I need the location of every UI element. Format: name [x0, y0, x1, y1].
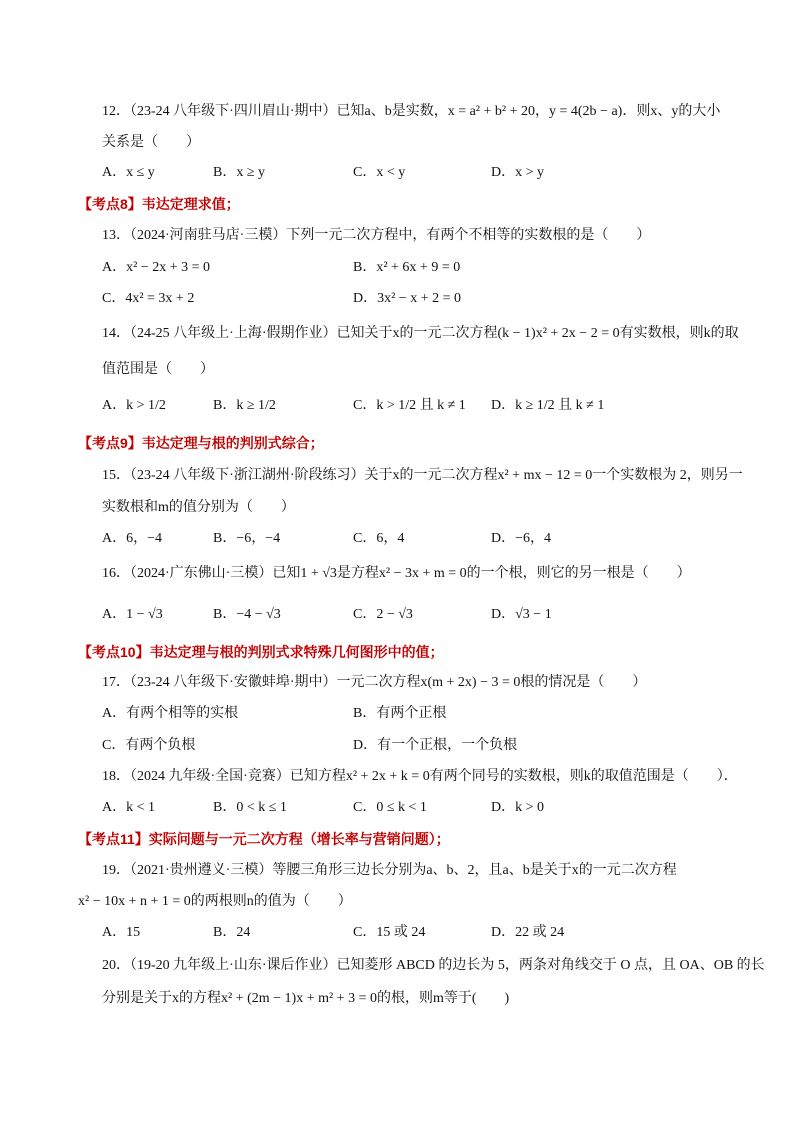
question-15-line-2: 实数根和m的值分别为（ ） [102, 500, 295, 515]
q16-option-c: C．2 − √3 [353, 607, 413, 622]
q13-option-d: D．3x² − x + 2 = 0 [353, 291, 461, 306]
question-18-line-1: 18．（2024 九年级·全国·竞赛）已知方程x² + 2x + k = 0有两个同号的实数根，则k的取值范围是（ ）． [102, 769, 738, 784]
question-15-line-1: 15．（23-24 八年级下·浙江湖州·阶段练习）关于x的一元二次方程x² + mx − 12 = 0一个实数根为 2，则另一 [102, 468, 743, 483]
q15-option-c: C．6，4 [353, 531, 405, 546]
q16-option-b: B．−4 − √3 [213, 607, 281, 622]
section-heading-kaodian-10: 【考点10】韦达定理与根的判别式求特殊几何图形中的值； [78, 644, 444, 660]
q18-option-a: A．k < 1 [102, 800, 156, 815]
question-14-line-1: 14．（24-25 八年级上·上海·假期作业）已知关于x的一元二次方程(k − 1)x² + 2x − 2 = 0有实数根，则k的取 [102, 326, 739, 341]
question-12-line-1: 12．（23-24 八年级下·四川眉山·期中）已知a、b是实数，x = a² + b² + 20，y = 4(2b − a)．则x、y的大小 [102, 104, 721, 119]
question-19-line-1: 19．（2021·贵州遵义·三模）等腰三角形三边长分别为a、b、2，且a、b是关于x的一元二次方程 [102, 863, 677, 878]
q12-option-b: B．x ≥ y [213, 165, 266, 180]
question-16-line-1: 16．（2024·广东佛山·三模）已知1 + √3是方程x² − 3x + m = 0的一个根，则它的另一根是（ ） [102, 566, 691, 581]
q16-option-a: A．1 − √3 [102, 607, 163, 622]
q15-option-d: D．−6，4 [491, 531, 552, 546]
question-14-line-2: 值范围是（ ） [102, 362, 214, 377]
q13-option-b: B．x² + 6x + 9 = 0 [353, 260, 461, 275]
q15-option-b: B．−6，−4 [213, 531, 281, 546]
q14-option-c: C．k > 1/2 且 k ≠ 1 [353, 398, 466, 413]
q19-option-a: A．15 [102, 925, 141, 940]
q17-option-a: A．有两个相等的实根 [102, 706, 239, 721]
q14-option-d: D．k ≥ 1/2 且 k ≠ 1 [491, 398, 605, 413]
section-heading-kaodian-9: 【考点9】韦达定理与根的判别式综合； [78, 435, 324, 451]
q15-option-a: A．6，−4 [102, 531, 163, 546]
q18-option-d: D．k > 0 [491, 800, 545, 815]
question-19-line-2: x² − 10x + n + 1 = 0的两根则n的值为（ ） [78, 894, 352, 909]
q12-option-d: D．x > y [491, 165, 545, 180]
q19-option-c: C．15 或 24 [353, 925, 426, 940]
q14-option-b: B．k ≥ 1/2 [213, 398, 276, 413]
question-20-line-2: 分别是关于x的方程x² + (2m − 1)x + m² + 3 = 0的根，则m等于( ) [102, 991, 510, 1006]
section-heading-kaodian-11: 【考点11】实际问题与一元二次方程（增长率与营销问题）； [78, 831, 450, 847]
q13-option-a: A．x² − 2x + 3 = 0 [102, 260, 210, 275]
q12-option-c: C．x < y [353, 165, 406, 180]
q17-option-c: C．有两个负根 [102, 738, 196, 753]
question-13-line-1: 13．（2024·河南驻马店·三模）下列一元二次方程中，有两个不相等的实数根的是（ ） [102, 228, 651, 243]
section-heading-kaodian-8: 【考点8】韦达定理求值； [78, 196, 240, 212]
question-20-line-1: 20．（19-20 九年级上·山东·课后作业）已知菱形 ABCD 的边长为 5，两条对角线交于 O 点，且 OA、OB 的长 [102, 958, 765, 973]
q19-option-b: B．24 [213, 925, 251, 940]
question-17-line-1: 17．（23-24 八年级下·安徽蚌埠·期中）一元二次方程x(m + 2x) − 3 = 0根的情况是（ ） [102, 675, 647, 690]
q19-option-d: D．22 或 24 [491, 925, 565, 940]
q14-option-a: A．k > 1/2 [102, 398, 166, 413]
q18-option-c: C．0 ≤ k < 1 [353, 800, 427, 815]
q17-option-b: B．有两个正根 [353, 706, 447, 721]
q17-option-d: D．有一个正根，一个负根 [353, 738, 518, 753]
q16-option-d: D．√3 − 1 [491, 607, 552, 622]
q18-option-b: B．0 < k ≤ 1 [213, 800, 287, 815]
q13-option-c: C．4x² = 3x + 2 [102, 291, 195, 306]
question-12-line-2: 关系是（ ） [102, 135, 200, 150]
q12-option-a: A．x ≤ y [102, 165, 155, 180]
